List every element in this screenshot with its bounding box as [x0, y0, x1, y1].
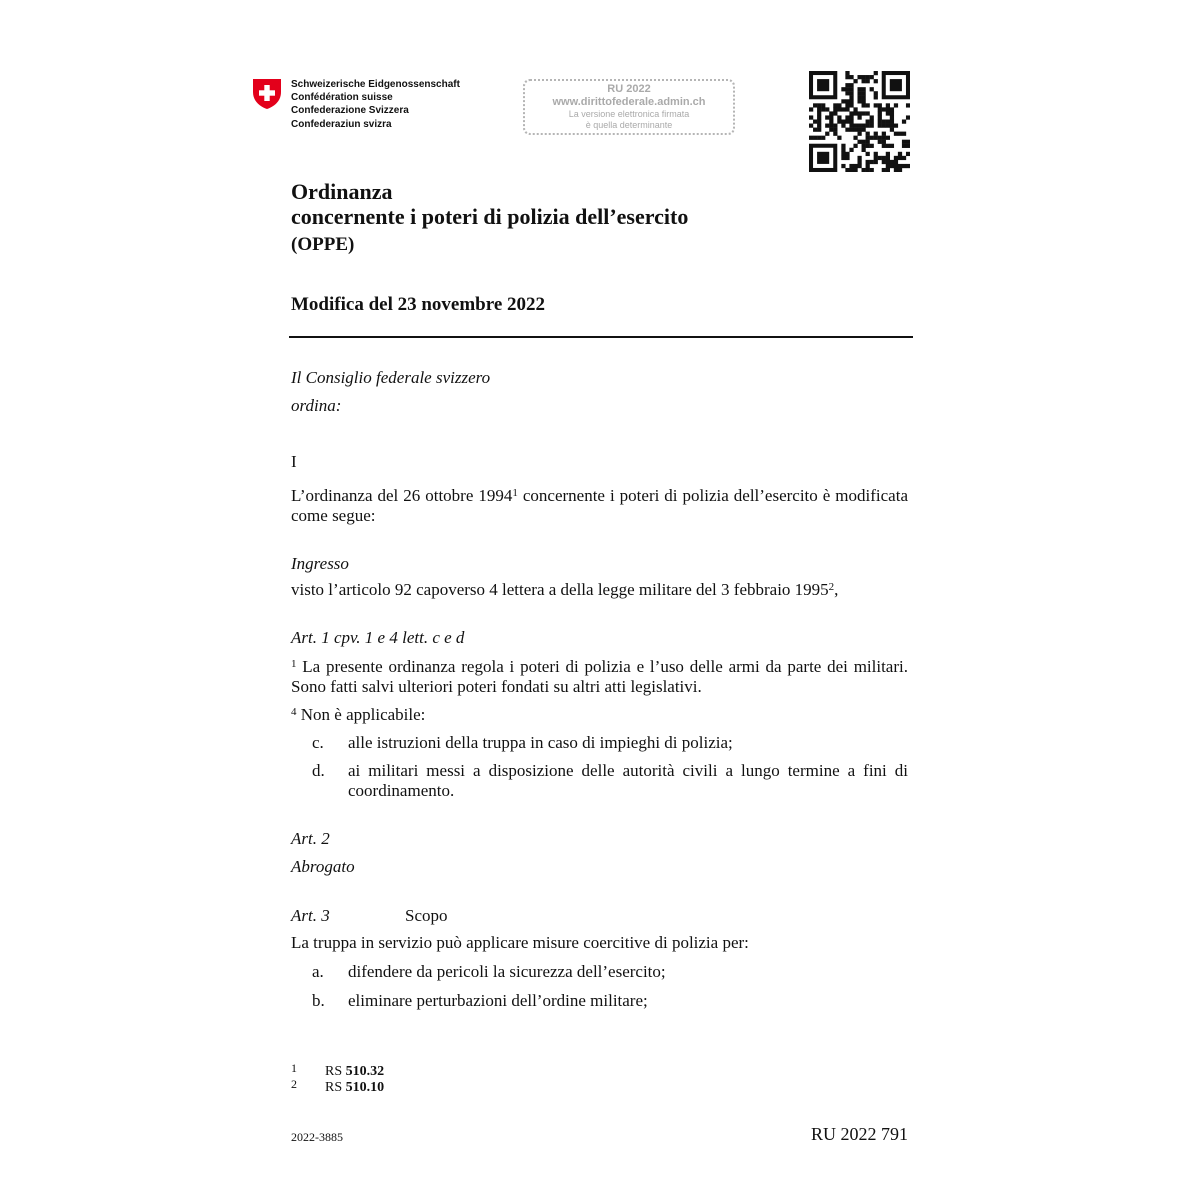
- footnote-1-number: 1: [291, 1061, 297, 1075]
- document-id: 2022-3885: [291, 1130, 343, 1144]
- qr-code-icon: [809, 71, 910, 172]
- publication-stamp: [523, 79, 735, 135]
- section-intro-b: concernente i poteri di polizia dell’esercito è modificata come segue:: [291, 486, 908, 525]
- footnote-1-ref[interactable]: 510.32: [345, 1064, 385, 1079]
- footnote-1-prefix: RS: [325, 1064, 346, 1079]
- stamp-note-1: La versione elettronica firmata: [568, 109, 690, 119]
- ordinance-title: [291, 179, 688, 229]
- confederation-name-rm: Confederaziun svizra: [291, 118, 392, 130]
- ordinance-abbreviation: (OPPE): [291, 234, 355, 255]
- art2-text: Abrogato: [291, 857, 355, 876]
- art3-intro: La truppa in servizio può applicare misure coercitive di polizia per:: [291, 933, 749, 952]
- art1-para4-number: 4: [291, 706, 297, 718]
- art3-heading: Art. 3: [291, 906, 330, 925]
- ingresso-body: visto l’articolo 92 capoverso 4 lettera a della legge militare del 3 febbraio 1995: [291, 580, 829, 599]
- stamp-collection: RU 2022: [607, 83, 651, 95]
- confederation-name-it: Confederazione Svizzera: [291, 105, 409, 117]
- stamp-note-2: è quella determinante: [585, 120, 673, 130]
- footnote-ref-2[interactable]: 2: [828, 581, 835, 593]
- art1-para4-text: Non è applicabile:: [296, 705, 426, 724]
- art1-item-d-text: ai militari messi a disposizione delle autorità civili a lungo termine a fini di coordinamento.: [348, 761, 908, 800]
- art3-item-b-label: b.: [312, 991, 325, 1010]
- preamble-verb: ordina:: [291, 396, 342, 415]
- section-intro-a: L’ordinanza del 26 ottobre 1994: [291, 486, 513, 505]
- section-numeral: I: [291, 452, 297, 471]
- footnote-2-ref[interactable]: 510.10: [345, 1080, 385, 1095]
- art2-heading: Art. 2: [291, 829, 330, 848]
- confederation-name-de: Schweizerische Eidgenossenschaft: [291, 79, 460, 90]
- art3-title: Scopo: [405, 906, 448, 925]
- confederation-names: [291, 78, 460, 131]
- art1-heading: Art. 1 cpv. 1 e 4 lett. c e d: [291, 628, 465, 647]
- stamp-website[interactable]: www.dirittofederale.admin.ch: [552, 96, 706, 108]
- ingresso-text: [291, 580, 838, 600]
- art1-para1: [291, 657, 908, 697]
- page-reference: RU 2022 791: [810, 1124, 908, 1144]
- art1-item-d-label: d.: [312, 761, 325, 780]
- preamble-issuer: Il Consiglio federale svizzero: [291, 368, 491, 387]
- art1-para4: [291, 705, 425, 725]
- section-intro: [291, 486, 908, 526]
- confederation-name-fr: Confédération suisse: [291, 92, 393, 104]
- art1-item-c-label: c.: [312, 733, 324, 752]
- ingresso-heading: Ingresso: [291, 554, 349, 573]
- footnote-2-prefix: RS: [325, 1080, 346, 1095]
- title-divider: [289, 336, 913, 338]
- art1-para1-text: La presente ordinanza regola i poteri di polizia e l’uso delle armi da parte dei militari. Sono fatti salvi ulteriori poteri fondati su altri atti legislativi.: [291, 657, 908, 696]
- swiss-coat-of-arms-icon: [252, 78, 282, 110]
- title-line-2: concernente i poteri di polizia dell’esercito: [291, 204, 689, 229]
- footnote-2-number: 2: [291, 1077, 297, 1091]
- amendment-date: Modifica del 23 novembre 2022: [291, 294, 546, 315]
- art3-item-a-label: a.: [312, 962, 324, 981]
- art3-item-b-text: eliminare perturbazioni dell’ordine militare;: [348, 991, 648, 1010]
- art3-item-a-text: difendere da pericoli la sicurezza dell’esercito;: [348, 962, 666, 981]
- footnote-2: [325, 1079, 384, 1096]
- footnote-ref-1[interactable]: 1: [512, 487, 518, 499]
- title-line-1: Ordinanza: [291, 179, 393, 204]
- art1-item-c-text: alle istruzioni della truppa in caso di impieghi di polizia;: [348, 733, 733, 752]
- art1-para1-number: 1: [291, 658, 297, 670]
- ingresso-end: ,: [834, 580, 839, 599]
- footnote-1: [325, 1063, 384, 1080]
